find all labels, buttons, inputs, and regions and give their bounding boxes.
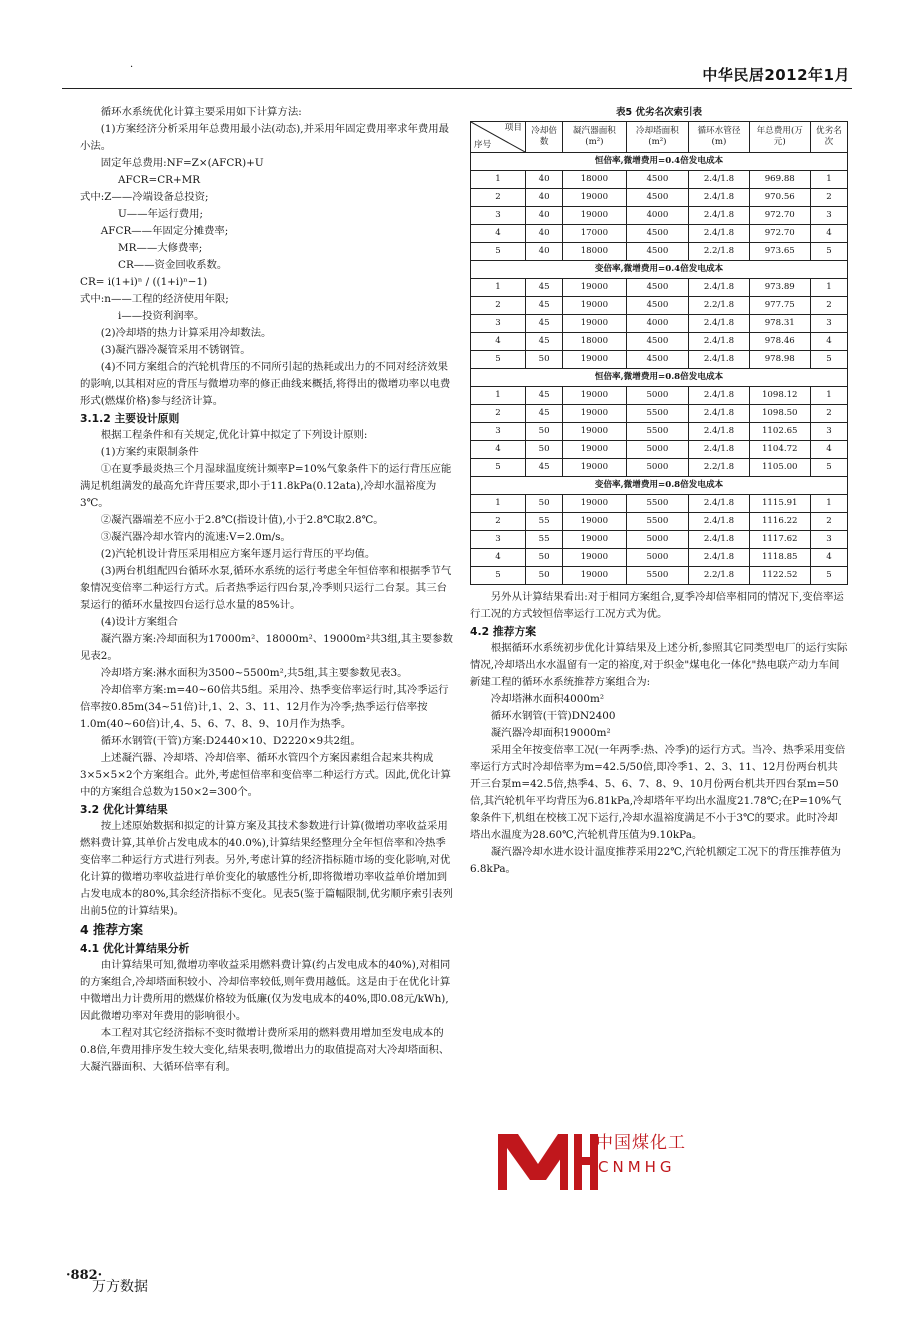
- table-cell: 50: [526, 567, 563, 585]
- table-cell: 1098.12: [749, 387, 810, 405]
- table-section-row: [471, 369, 848, 387]
- table-cell: 4: [810, 333, 847, 351]
- left-paragraph: 冷却倍率方案:m=40~60倍共5组。采用冷、热季变倍率运行时,其冷季运行倍率按0.85m(34~51倍)计,1、2、3、11、12月作为冷季;热季运行倍率按1.0m(40~60倍)计,4、5、6、7、8、9、10月作为热季。: [80, 684, 449, 730]
- table-cell: 19000: [563, 459, 626, 477]
- left-paragraph: ①在夏季最炎热三个月湿球温度统计频率P=10%气象条件下的运行背压应能满足机组满发的最高允许背压要求,即小于11.8kPa(0.12ata),冷却水温裕度为3℃。: [80, 463, 452, 509]
- header-seq-label: 序号: [474, 140, 492, 150]
- left-paragraph: AFCR=CR+MR: [118, 174, 201, 186]
- table-cell: 4500: [626, 189, 689, 207]
- table-cell: 4: [810, 225, 847, 243]
- table-cell: 2.4/1.8: [689, 423, 749, 441]
- table-cell: 19000: [563, 495, 626, 513]
- table-cell: 972.70: [749, 225, 810, 243]
- table-cell: 19000: [563, 297, 626, 315]
- table-cell: 4500: [626, 225, 689, 243]
- table-cell: 3: [810, 531, 847, 549]
- table-cell: 3: [471, 531, 526, 549]
- table-cell: 18000: [563, 333, 626, 351]
- header-rule: [62, 88, 852, 89]
- table-cell: 5: [810, 243, 847, 261]
- table-cell: 5000: [626, 459, 689, 477]
- table-cell: 40: [526, 171, 563, 189]
- left-column: [80, 104, 454, 1076]
- table-cell: 5500: [626, 423, 689, 441]
- table-cell: 1: [471, 387, 526, 405]
- table-cell: 19000: [563, 423, 626, 441]
- table-cell: 1: [471, 495, 526, 513]
- left-paragraph: 循环水系统优化计算主要采用如下计算方法:: [100, 106, 302, 118]
- table-cell: 2.4/1.8: [689, 207, 749, 225]
- journal-title: 中华民居2012年1月: [702, 66, 850, 84]
- table-cell: 19000: [563, 189, 626, 207]
- table-cell: 4: [471, 225, 526, 243]
- left-paragraph: (2)汽轮机设计背压采用相应方案年逐月运行背压的平均值。: [100, 548, 376, 560]
- table-cell: 4: [471, 549, 526, 567]
- left-paragraph: (3)两台机组配四台循环水泵,循环水系统的运行考虑全年恒倍率和根据季节气象情况变倍率二种运行方式。后者热季运行四台泵,冷季则只运行二台泵。其三台泵运行的循环水量按四台运行总水量的85%计。: [80, 565, 452, 611]
- right-paragraph: 凝汽器冷却面积19000m²: [490, 727, 611, 739]
- left-paragraph: 3.2 优化计算结果: [80, 803, 168, 816]
- table-header-cell: 冷却塔面积(m²): [626, 122, 689, 153]
- table-cell: 45: [526, 279, 563, 297]
- table-cell: 1: [471, 279, 526, 297]
- table-cell: 50: [526, 351, 563, 369]
- left-paragraph: 按上述原始数据和拟定的计算方案及其技术参数进行计算(微增功率收益采用燃料费计算,其单价占发电成本的40.0%),计算结果经整理分全年恒倍率和冷热季变倍率二种运行方式进行列表。另外,考虑计算的经济指标随市场的变化影响,对优化计算的微增功率收益进行单价变化的敏感性分析,即将微增功率收益单价增加到占发电成本的80%,其余经济指标不变化。见表5(鉴于篇幅限制,优劣顺序索引表列出前5位的计算结果)。: [80, 820, 453, 917]
- table-row: [471, 387, 848, 405]
- table-row: [471, 423, 848, 441]
- table-section-row: [471, 153, 848, 171]
- left-paragraph: (1)方案约束限制条件: [100, 446, 199, 458]
- table-cell: 5: [471, 459, 526, 477]
- right-paragraph: 循环水钢管(干管)DN2400: [490, 710, 616, 722]
- table-cell: 2.4/1.8: [689, 441, 749, 459]
- table-row: [471, 405, 848, 423]
- table-cell: 1117.62: [749, 531, 810, 549]
- table-cell: 55: [526, 531, 563, 549]
- right-column: [470, 104, 848, 878]
- scan-dot: ·: [130, 62, 134, 73]
- table-row: [471, 459, 848, 477]
- table-cell: 1115.91: [749, 495, 810, 513]
- table-cell: 45: [526, 315, 563, 333]
- table-cell: 2.4/1.8: [689, 387, 749, 405]
- table-cell: 5000: [626, 549, 689, 567]
- left-paragraph: 3.1.2 主要设计原则: [80, 412, 180, 425]
- table-row: [471, 243, 848, 261]
- wanfang-watermark: 万方数据: [92, 1279, 148, 1295]
- table-cell: 4500: [626, 333, 689, 351]
- left-paragraph: MR——大修费率;: [118, 242, 203, 254]
- table-cell: 19000: [563, 441, 626, 459]
- table-body: [471, 153, 848, 585]
- table-row: [471, 225, 848, 243]
- table-row: [471, 549, 848, 567]
- table-cell: 1: [471, 171, 526, 189]
- table-cell: 969.88: [749, 171, 810, 189]
- table-cell: 40: [526, 189, 563, 207]
- table-cell: 3: [471, 207, 526, 225]
- header-item-label: 项目: [504, 123, 522, 133]
- table-cell: 5500: [626, 513, 689, 531]
- table-row: [471, 315, 848, 333]
- table-cell: 1: [810, 387, 847, 405]
- table-cell: 5: [810, 459, 847, 477]
- table-section-label: 恒倍率,微增费用=0.8倍发电成本: [471, 369, 848, 387]
- table-cell: 45: [526, 459, 563, 477]
- table-cell: 4: [471, 333, 526, 351]
- table-cell: 1122.52: [749, 567, 810, 585]
- table-cell: 18000: [563, 243, 626, 261]
- table-title: 表5 优劣名次索引表: [616, 107, 702, 118]
- table-row: [471, 441, 848, 459]
- logo-english-text: CNMHG: [598, 1158, 676, 1176]
- table-cell: 2: [810, 513, 847, 531]
- table-cell: 55: [526, 513, 563, 531]
- table-cell: 2.4/1.8: [689, 405, 749, 423]
- table-row: [471, 513, 848, 531]
- table-cell: 5: [471, 567, 526, 585]
- table-section-label: 变倍率,微增费用=0.4倍发电成本: [471, 261, 848, 279]
- left-paragraph: AFCR——年固定分摊费率;: [100, 225, 229, 237]
- table-header-cell: 循环水管径(m): [689, 122, 749, 153]
- table-cell: 5: [471, 351, 526, 369]
- left-paragraph: 凝汽器方案:冷却面积为17000m²、18000m²、19000m²共3组,其主要参数见表2。: [80, 633, 453, 662]
- left-paragraph: (4)不同方案组合的汽轮机背压的不同所引起的热耗或出力的不同对经济效果的影响,以其相对应的背压与微增功率的修正曲线来概括,将得出的微增功率以电费形式(燃煤价格)参与经济计算。: [80, 361, 451, 407]
- table-row: [471, 207, 848, 225]
- table-cell: 4500: [626, 243, 689, 261]
- left-paragraph: 冷却塔方案:淋水面积为3500~5500m²,共5组,其主要参数见表3。: [100, 667, 408, 679]
- table-cell: 2.4/1.8: [689, 225, 749, 243]
- table-cell: 2.4/1.8: [689, 513, 749, 531]
- table-cell: 4500: [626, 297, 689, 315]
- table-cell: 973.65: [749, 243, 810, 261]
- left-paragraph: CR= i(1+i)ⁿ / ((1+i)ⁿ−1): [80, 276, 208, 288]
- table-cell: 2.4/1.8: [689, 171, 749, 189]
- table-cell: 5000: [626, 387, 689, 405]
- table-cell: 2: [810, 405, 847, 423]
- table-cell: 50: [526, 423, 563, 441]
- table-cell: 978.31: [749, 315, 810, 333]
- table-cell: 2.2/1.8: [689, 243, 749, 261]
- left-paragraph: 4 推荐方案: [80, 922, 144, 937]
- table-cell: 2.4/1.8: [689, 315, 749, 333]
- table-cell: 4500: [626, 279, 689, 297]
- table-cell: 5500: [626, 405, 689, 423]
- table-cell: 978.98: [749, 351, 810, 369]
- table-cell: 3: [471, 423, 526, 441]
- right-paragraph: 采用全年按变倍率工况(一年两季:热、冷季)的运行方式。当冷、热季采用变倍率运行方式时冷却倍率为m=42.5/50倍,即冷季1、2、3、11、12月份两台机共开三台泵m=42.5倍,热季4、5、6、7、8、9、10月份两台机共开四台泵m=50倍,其汽轮机年平均背压为6.81kPa,冷却塔年平均出水温度21.78℃;在P=10%气象条件下,机组在校核工况下运行,冷却水温裕度满足不小于3℃的要求。此时冷却塔出水温度为28.60℃,汽轮机背压值为9.10kPa。: [470, 744, 846, 841]
- left-paragraph: 上述凝汽器、冷却塔、冷却倍率、循环水管四个方案因素组合起来共构成3×5×5×2个方案组合。此外,考虑恒倍率和变倍率二种运行方式。因此,优化计算中的方案组合总数为150×2=300个。: [80, 752, 451, 798]
- table-cell: 3: [471, 315, 526, 333]
- table-cell: 2: [471, 189, 526, 207]
- table-row: [471, 297, 848, 315]
- table-row: [471, 171, 848, 189]
- table-cell: 2.4/1.8: [689, 549, 749, 567]
- left-paragraph: ②凝汽器端差不应小于2.8℃(指设计值),小于2.8℃取2.8℃。: [100, 514, 384, 526]
- table-cell: 19000: [563, 567, 626, 585]
- right-paragraph: 4.2 推荐方案: [470, 625, 537, 638]
- left-paragraph: i——投资利润率。: [118, 310, 205, 322]
- right-paragraph: 凝汽器冷却水进水设计温度推荐采用22℃,汽轮机额定工况下的背压推荐值为6.8kPa。: [470, 846, 842, 875]
- table-cell: 2.4/1.8: [689, 189, 749, 207]
- table-cell: 45: [526, 387, 563, 405]
- table-row: [471, 333, 848, 351]
- table-row: [471, 567, 848, 585]
- table-cell: 5: [471, 243, 526, 261]
- left-paragraph: 4.1 优化计算结果分析: [80, 942, 190, 955]
- table-header-cell: 冷却倍数: [526, 122, 563, 153]
- left-paragraph: 式中:Z——冷端设备总投资;: [80, 191, 209, 203]
- table-cell: 4500: [626, 171, 689, 189]
- table-cell: 4: [471, 441, 526, 459]
- table-section-label: 变倍率,微增费用=0.8倍发电成本: [471, 477, 848, 495]
- table-cell: 2.4/1.8: [689, 531, 749, 549]
- table-cell: 50: [526, 549, 563, 567]
- left-paragraph: ③凝汽器冷却水管内的流速:V=2.0m/s。: [100, 531, 291, 543]
- table-cell: 19000: [563, 531, 626, 549]
- table-cell: 2.2/1.8: [689, 459, 749, 477]
- left-paragraph: 由计算结果可知,微增功率收益采用燃料费计算(约占发电成本的40%),对相同的方案组合,冷却塔面积较小、冷却倍率较低,则年费用越低。这是由于在优化计算中微增出力计费所用的燃煤价格较为低廉(仅为发电成本的40%,即0.08元/kWh),因此微增功率对年费用的影响很小。: [80, 959, 451, 1022]
- left-paragraph: (2)冷却塔的热力计算采用冷却数法。: [100, 327, 272, 339]
- table-cell: 19000: [563, 315, 626, 333]
- table-cell: 3: [810, 423, 847, 441]
- table-cell: 50: [526, 495, 563, 513]
- left-paragraph: (4)设计方案组合: [100, 616, 178, 628]
- table-header-cell: 年总费用(万元): [749, 122, 810, 153]
- table-row: [471, 495, 848, 513]
- table-cell: 973.89: [749, 279, 810, 297]
- table-cell: 50: [526, 441, 563, 459]
- table-cell: 19000: [563, 549, 626, 567]
- right-paragraph: 根据循环水系统初步优化计算结果及上述分析,参照其它同类型电厂的运行实际情况,冷却塔出水水温留有一定的裕度,对于织金"煤电化一体化"热电联产动力车间新建工程的循环水系统推荐方案组合为:: [470, 642, 848, 688]
- table-cell: 2: [471, 405, 526, 423]
- ranking-table: [470, 121, 848, 585]
- table-cell: 4000: [626, 207, 689, 225]
- table-cell: 1102.65: [749, 423, 810, 441]
- table-cell: 977.75: [749, 297, 810, 315]
- table-cell: 2.4/1.8: [689, 351, 749, 369]
- table-section-row: [471, 477, 848, 495]
- right-paragraph: 另外从计算结果看出:对于相同方案组合,夏季冷却倍率相同的情况下,变倍率运行工况的方式较恒倍率运行工况方式为优。: [470, 591, 844, 620]
- table-section-row: [471, 261, 848, 279]
- left-paragraph: CR——资金回收系数。: [118, 259, 228, 271]
- table-cell: 2: [810, 297, 847, 315]
- table-cell: 972.70: [749, 207, 810, 225]
- table-cell: 40: [526, 207, 563, 225]
- page-number: ·882·: [66, 1268, 103, 1283]
- table-cell: 17000: [563, 225, 626, 243]
- header-diagonal-cell: [471, 122, 526, 153]
- table-cell: 2: [810, 189, 847, 207]
- table-cell: 1: [810, 495, 847, 513]
- table-cell: 2.2/1.8: [689, 567, 749, 585]
- table-cell: 5: [810, 567, 847, 585]
- table-cell: 3: [810, 315, 847, 333]
- table-cell: 40: [526, 225, 563, 243]
- table-cell: 5000: [626, 441, 689, 459]
- table-cell: 5500: [626, 495, 689, 513]
- left-paragraph: 循环水钢管(干管)方案:D2440×10、D2220×9共2组。: [100, 735, 361, 747]
- table-cell: 1098.50: [749, 405, 810, 423]
- table-cell: 5000: [626, 531, 689, 549]
- table-cell: 5500: [626, 567, 689, 585]
- table-cell: 18000: [563, 171, 626, 189]
- table-cell: 2: [471, 297, 526, 315]
- table-cell: 2.4/1.8: [689, 279, 749, 297]
- table-cell: 45: [526, 297, 563, 315]
- table-row: [471, 189, 848, 207]
- table-cell: 1: [810, 171, 847, 189]
- right-paragraph: 冷却塔淋水面积4000m²: [490, 693, 604, 705]
- table-cell: 1: [810, 279, 847, 297]
- logo-chinese-text: 中国煤化工: [596, 1133, 686, 1153]
- table-header-row: [471, 122, 848, 153]
- left-paragraph: 固定年总费用:NF=Z×(AFCR)+U: [100, 157, 264, 169]
- left-paragraph: 本工程对其它经济指标不变时微增计费所采用的燃料费用增加至发电成本的0.8倍,年费用排序发生较大变化,结果表明,微增出力的取值提高对大冷却塔面积、大凝汽器面积、大循环倍率有利。: [80, 1027, 450, 1073]
- left-paragraph: 根据工程条件和有关规定,优化计算中拟定了下列设计原则:: [100, 429, 368, 441]
- table-cell: 4500: [626, 351, 689, 369]
- table-cell: 1104.72: [749, 441, 810, 459]
- table-cell: 45: [526, 333, 563, 351]
- table-header-cell: 凝汽器面积(m²): [563, 122, 626, 153]
- table-cell: 2.2/1.8: [689, 297, 749, 315]
- table-cell: 19000: [563, 207, 626, 225]
- table-cell: 2.4/1.8: [689, 333, 749, 351]
- table-cell: 3: [810, 207, 847, 225]
- table-cell: 45: [526, 405, 563, 423]
- table-cell: 19000: [563, 351, 626, 369]
- table-row: [471, 351, 848, 369]
- table-header-cell: 优劣名次: [810, 122, 847, 153]
- table-cell: 19000: [563, 513, 626, 531]
- table-cell: 19000: [563, 405, 626, 423]
- left-paragraph: (1)方案经济分析采用年总费用最小法(动态),并采用年固定费用率求年费用最小法。: [80, 123, 450, 152]
- table-cell: 4: [810, 549, 847, 567]
- right-text: [470, 589, 848, 878]
- left-paragraph: (3)凝汽器冷凝管采用不锈钢管。: [100, 344, 251, 356]
- table-cell: 2: [471, 513, 526, 531]
- left-paragraph: U——年运行费用;: [118, 208, 203, 220]
- table-cell: 4: [810, 441, 847, 459]
- table-row: [471, 279, 848, 297]
- table-cell: 4000: [626, 315, 689, 333]
- table-row: [471, 531, 848, 549]
- table-cell: 970.56: [749, 189, 810, 207]
- table-cell: 2.4/1.8: [689, 495, 749, 513]
- table-cell: 40: [526, 243, 563, 261]
- table-cell: 1116.22: [749, 513, 810, 531]
- table-cell: 19000: [563, 387, 626, 405]
- table-cell: 978.46: [749, 333, 810, 351]
- table-cell: 1105.00: [749, 459, 810, 477]
- table-cell: 5: [810, 351, 847, 369]
- table-cell: 1118.85: [749, 549, 810, 567]
- table-cell: 19000: [563, 279, 626, 297]
- table-section-label: 恒倍率,微增费用=0.4倍发电成本: [471, 153, 848, 171]
- left-paragraph: 式中:n——工程的经济使用年限;: [80, 293, 229, 305]
